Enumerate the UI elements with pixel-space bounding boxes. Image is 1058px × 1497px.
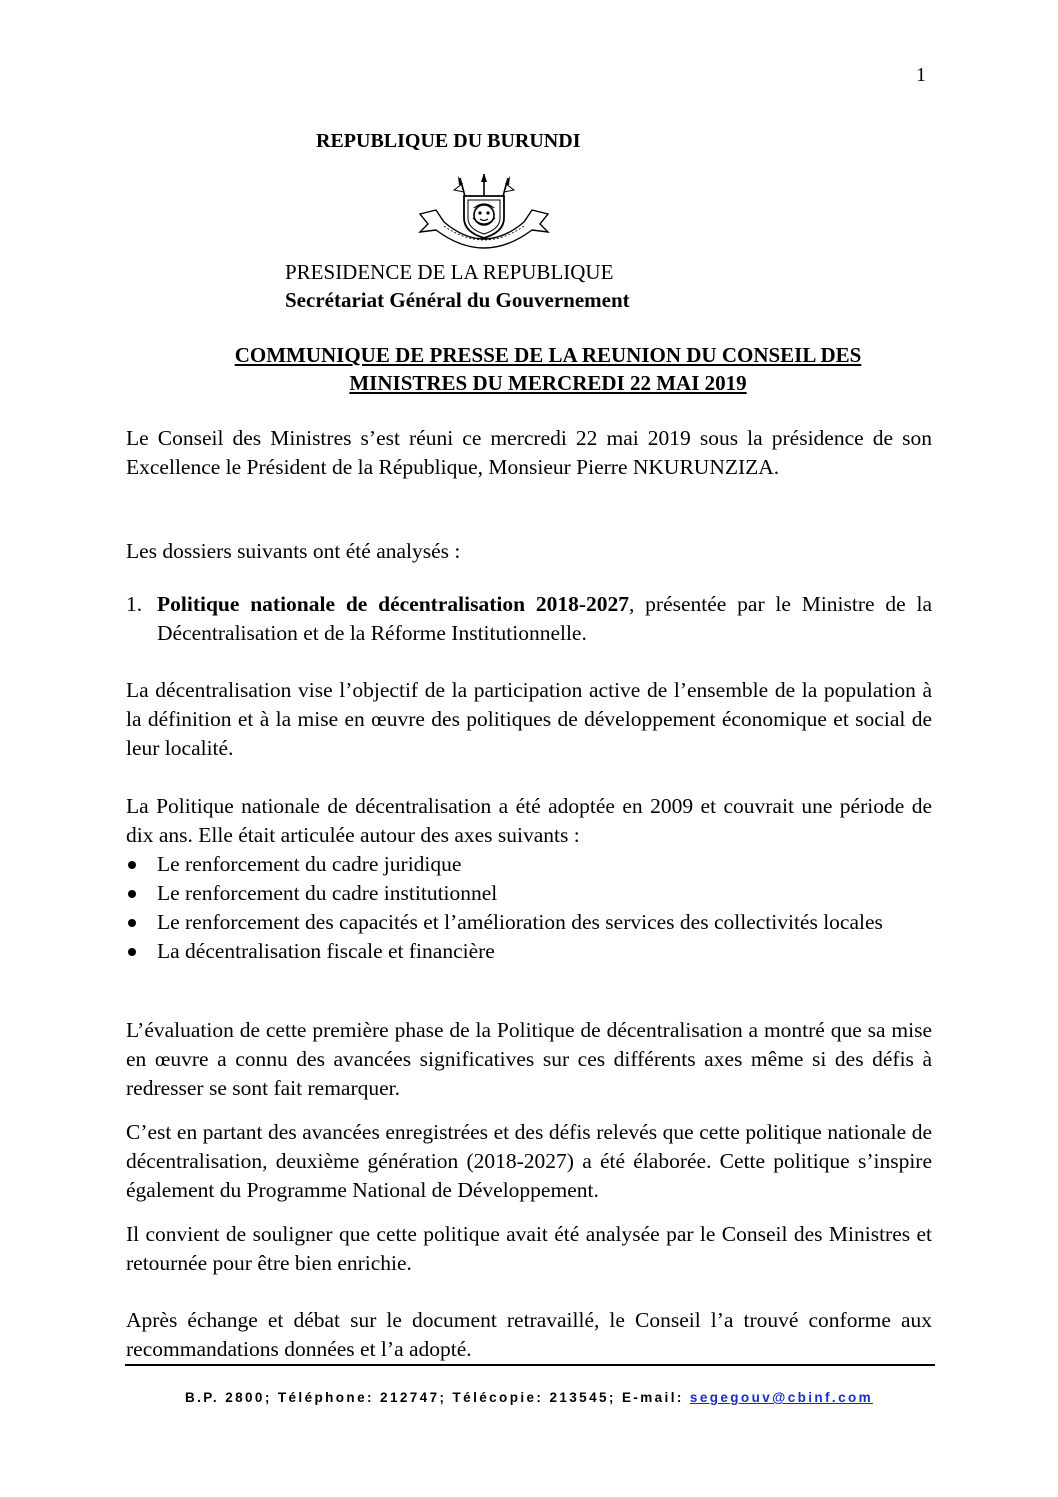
- footer-divider: [125, 1364, 935, 1366]
- previous-analysis-paragraph: Il convient de souligner que cette politique avait été analysée par le Conseil des Ministres et retournée pour être bien enrichie.: [126, 1222, 932, 1275]
- issuing-authority: [285, 258, 630, 314]
- bullet-icon: [128, 919, 136, 927]
- title-line-2: MINISTRES DU MERCREDI 22 MAI 2019: [349, 371, 747, 395]
- burundi-coat-of-arms-icon: [414, 174, 554, 256]
- list-item: Le renforcement du cadre institutionnel: [126, 879, 932, 908]
- agenda-item-text: [157, 590, 932, 648]
- objective-paragraph: La décentralisation vise l’objectif de la participation active de l’ensemble de la population à la définition et à la mise en œuvre des politiques de développement économique et social de leur localité.: [126, 678, 932, 760]
- bullet-icon: [128, 861, 136, 869]
- agenda-item-title: Politique nationale de décentralisation 2018-2027: [157, 592, 629, 616]
- secretariat-label: Secrétariat Général du Gouvernement: [285, 288, 630, 312]
- list-item: La décentralisation fiscale et financière: [126, 937, 932, 966]
- footer-contact-text: B.P. 2800; Téléphone: 212747; Télécopie: 213545; E-mail:: [184, 1390, 690, 1405]
- republic-heading: REPUBLIQUE DU BURUNDI: [316, 130, 581, 152]
- evaluation-paragraph: L’évaluation de cette première phase de la Politique de décentralisation a montré que sa mise en œuvre a connu des avancées significatives sur ces différents axes même si des défis à redresser se sont fait remarquer.: [126, 1018, 932, 1100]
- email-link[interactable]: segegouv@cbinf.com: [689, 1390, 874, 1405]
- agenda-item-number: 1.: [126, 592, 143, 616]
- second-generation-paragraph: C’est en partant des avancées enregistrées et des défis relevés que cette politique nationale de décentralisation, deuxième génération (2018-2027) a été élaborée. Cette politique s’inspire également du Programme National de Développement.: [126, 1120, 932, 1202]
- press-release-title: [120, 341, 976, 397]
- presidency-label: PRESIDENCE DE LA REPUBLIQUE: [285, 260, 614, 284]
- list-item: Le renforcement du cadre juridique: [126, 850, 932, 879]
- intro-paragraph: Le Conseil des Ministres s’est réuni ce mercredi 22 mai 2019 sous la présidence de son Excellence le Président de la République, Monsieur Pierre NKURUNZIZA.: [126, 426, 932, 479]
- footer-contact: [126, 1390, 932, 1405]
- bullet-icon: [128, 948, 136, 956]
- adoption-paragraph: Après échange et débat sur le document retravaillé, le Conseil l’a trouvé conforme aux recommandations données et l’a adopté.: [126, 1308, 932, 1361]
- list-item: Le renforcement des capacités et l’amélioration des services des collectivités locales: [126, 908, 932, 937]
- bullet-icon: [128, 890, 136, 898]
- page-number: 1: [916, 64, 926, 86]
- axes-list: [126, 850, 932, 966]
- dossiers-intro: Les dossiers suivants ont été analysés :: [126, 539, 461, 563]
- agenda-item-1: [126, 590, 932, 648]
- title-line-1: COMMUNIQUE DE PRESSE DE LA REUNION DU CONSEIL DES: [234, 343, 862, 367]
- policy-history-paragraph: La Politique nationale de décentralisation a été adoptée en 2009 et couvrait une période de dix ans. Elle était articulée autour des axes suivants :: [126, 794, 932, 847]
- agenda-item-presenter: , présentée par le Ministre de la Décentralisation et de la Réforme Institutionnelle.: [157, 592, 932, 645]
